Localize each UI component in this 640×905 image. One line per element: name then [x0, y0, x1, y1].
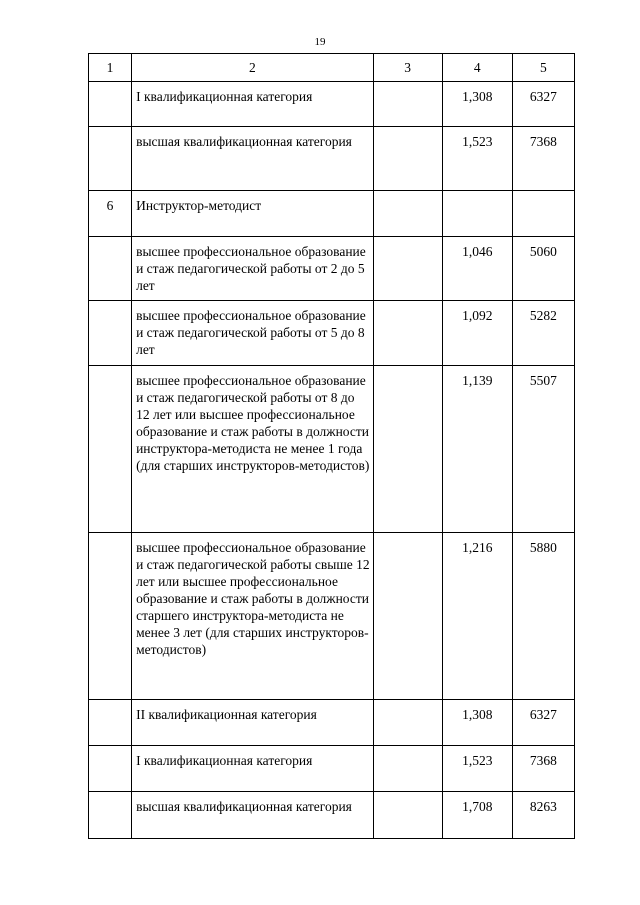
coefficient-value: 1,092: [462, 308, 493, 323]
row-number: [89, 127, 131, 133]
row-number: [89, 82, 131, 88]
salary-value: 6327: [529, 89, 557, 104]
column-header-1: 1: [89, 54, 132, 82]
salary-value: 5282: [529, 308, 557, 323]
coefficient-cell: [442, 366, 512, 533]
salary-cell: [512, 533, 574, 700]
salary-cell: [512, 746, 574, 792]
empty-cell: [373, 792, 442, 839]
coefficient-cell: [442, 82, 512, 127]
description-cell: [132, 82, 373, 127]
column-3-text: [374, 82, 442, 88]
coefficient-value: 1,216: [462, 540, 493, 555]
page-number: 19: [314, 36, 326, 48]
description-cell: [132, 237, 373, 301]
coefficient-value: 1,523: [462, 134, 493, 149]
table-row: [89, 301, 575, 366]
empty-cell: [373, 82, 442, 127]
column-3-text: [374, 127, 442, 133]
row-number-cell: [89, 82, 132, 127]
salary-cell: [512, 82, 574, 127]
description-text: I квалификационная категория: [136, 89, 313, 104]
empty-cell: [373, 301, 442, 366]
empty-cell: [373, 237, 442, 301]
row-number: [89, 792, 131, 798]
row-number: [89, 237, 131, 243]
row-number: 6: [106, 198, 114, 213]
column-3-text: [374, 237, 442, 243]
salary-value: [513, 191, 574, 197]
salary-value: 8263: [529, 799, 557, 814]
salary-value: 7368: [529, 753, 557, 768]
row-number-cell: [89, 533, 132, 700]
table-row: [89, 792, 575, 839]
coefficient-cell: [442, 301, 512, 366]
coefficient-value: [443, 191, 512, 197]
coefficient-cell: [442, 127, 512, 191]
salary-value: 5060: [529, 244, 557, 259]
table-row: [89, 191, 575, 237]
empty-cell: [373, 533, 442, 700]
table-header: [89, 54, 575, 82]
table-row: [89, 746, 575, 792]
column-3-text: [374, 366, 442, 372]
salary-value: 5880: [529, 540, 557, 555]
table-row: [89, 700, 575, 746]
coefficient-value: 1,308: [462, 89, 493, 104]
column-3-text: [374, 533, 442, 539]
column-3-text: [374, 746, 442, 752]
row-number-cell: [89, 237, 132, 301]
salary-value: 6327: [529, 707, 557, 722]
salary-cell: [512, 127, 574, 191]
coefficient-cell: [442, 746, 512, 792]
table-row: [89, 127, 575, 191]
description-text: высшая квалификационная категория: [136, 134, 352, 149]
description-cell: [132, 127, 373, 191]
salary-value: 7368: [529, 134, 557, 149]
row-number-cell: [89, 191, 132, 237]
column-header-3: 3: [373, 54, 442, 82]
row-number-cell: [89, 792, 132, 839]
row-number: [89, 533, 131, 539]
salary-value: 5507: [529, 373, 557, 388]
row-number: [89, 746, 131, 752]
coefficient-value: 1,139: [462, 373, 493, 388]
description-text: Инструктор-методист: [136, 198, 262, 213]
row-number: [89, 301, 131, 307]
coefficient-value: 1,708: [462, 799, 493, 814]
row-number-cell: [89, 127, 132, 191]
coefficient-value: 1,308: [462, 707, 493, 722]
table-row: [89, 237, 575, 301]
description-cell: [132, 301, 373, 366]
table-body: [89, 82, 575, 839]
coefficient-cell: [442, 700, 512, 746]
description-text: высшее профессиональное образование и стаж педагогической работы от 2 до 5 лет: [136, 244, 366, 293]
description-text: II квалификационная категория: [136, 707, 317, 722]
header-row: [89, 54, 575, 82]
description-text: высшее профессиональное образование и стаж педагогической работы от 8 до 12 лет или высшее профессиональное образование и стаж работы в должности инструктора-методиста не менее 1 года (для старших инструкторов-методистов): [136, 373, 370, 473]
empty-cell: [373, 366, 442, 533]
empty-cell: [373, 746, 442, 792]
description-text: высшее профессиональное образование и стаж педагогической работы свыше 12 лет или высшее профессиональное образование и стаж работы в должности старшего инструктора-методиста не менее 3 лет (для старших инструкторов-методистов): [136, 540, 370, 657]
coefficient-cell: [442, 237, 512, 301]
description-cell: [132, 533, 373, 700]
empty-cell: [373, 191, 442, 237]
description-cell: [132, 746, 373, 792]
empty-cell: [373, 127, 442, 191]
row-number: [89, 700, 131, 706]
coefficient-cell: [442, 191, 512, 237]
description-cell: [132, 191, 373, 237]
salary-cell: [512, 792, 574, 839]
salary-cell: [512, 301, 574, 366]
row-number-cell: [89, 301, 132, 366]
coefficient-cell: [442, 533, 512, 700]
column-header-2: 2: [132, 54, 373, 82]
coefficient-cell: [442, 792, 512, 839]
description-text: I квалификационная категория: [136, 753, 313, 768]
table-row: [89, 82, 575, 127]
salary-cell: [512, 700, 574, 746]
table-row: [89, 533, 575, 700]
coefficient-value: 1,046: [462, 244, 493, 259]
salary-cell: [512, 237, 574, 301]
salary-cell: [512, 191, 574, 237]
description-cell: [132, 366, 373, 533]
column-3-text: [374, 700, 442, 706]
row-number-cell: [89, 366, 132, 533]
column-header-4: 4: [442, 54, 512, 82]
row-number-cell: [89, 746, 132, 792]
column-3-text: [374, 301, 442, 307]
coefficient-value: 1,523: [462, 753, 493, 768]
row-number: [89, 366, 131, 372]
empty-cell: [373, 700, 442, 746]
description-text: высшая квалификационная категория: [136, 799, 352, 814]
column-3-text: [374, 792, 442, 798]
row-number-cell: [89, 700, 132, 746]
description-text: высшее профессиональное образование и стаж педагогической работы от 5 до 8 лет: [136, 308, 366, 357]
column-3-text: [374, 191, 442, 197]
description-cell: [132, 792, 373, 839]
salary-table: [88, 53, 575, 839]
salary-cell: [512, 366, 574, 533]
table-row: [89, 366, 575, 533]
column-header-5: 5: [512, 54, 574, 82]
description-cell: [132, 700, 373, 746]
